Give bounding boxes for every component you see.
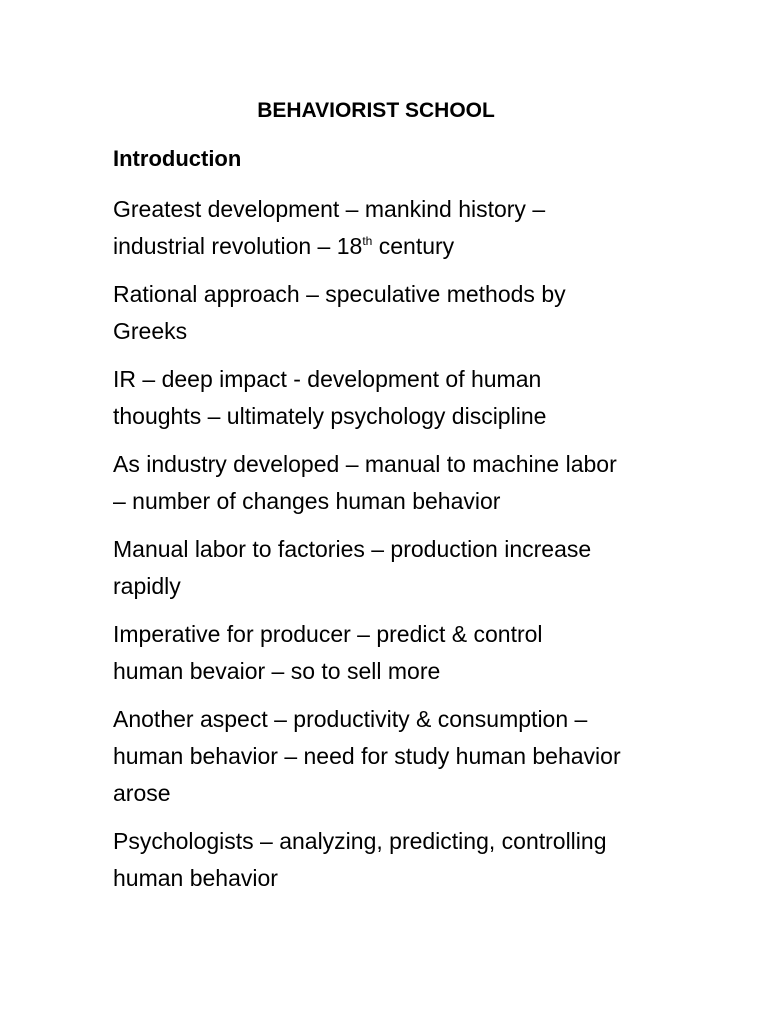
- paragraph-line: Another aspect – productivity & consumption –: [113, 706, 588, 732]
- paragraph-line: As industry developed – manual to machine labor: [113, 451, 617, 477]
- section-heading: Introduction: [113, 146, 242, 171]
- paragraph-line: Imperative for producer – predict & control: [113, 621, 543, 647]
- paragraph-line: IR – deep impact - development of human: [113, 366, 542, 392]
- paragraph: [113, 616, 743, 690]
- paragraph: [113, 701, 743, 812]
- paragraph-line: Greatest development – mankind history –: [113, 196, 546, 222]
- paragraph-line: Psychologists – analyzing, predicting, controlling: [113, 828, 607, 854]
- paragraph-line: arose: [113, 780, 171, 806]
- line-text: century: [372, 233, 455, 259]
- ordinal-superscript: th: [362, 234, 373, 248]
- paragraph-line: human bevaior – so to sell more: [113, 658, 441, 684]
- paragraph-line: Greeks: [113, 318, 188, 344]
- paragraph: [113, 276, 743, 350]
- paragraph-line: rapidly: [113, 573, 181, 599]
- paragraph-line: human behavior: [113, 865, 278, 891]
- paragraph-line: Rational approach – speculative methods by: [113, 281, 566, 307]
- paragraph: [113, 531, 743, 605]
- paragraph-line: Manual labor to factories – production increase: [113, 536, 592, 562]
- paragraph-line: [113, 228, 743, 265]
- line-text: industrial revolution – 18: [113, 233, 363, 259]
- paragraph: [113, 191, 743, 265]
- paragraph: [113, 446, 743, 520]
- paragraph-line: thoughts – ultimately psychology discipline: [113, 403, 547, 429]
- paragraph: [113, 823, 743, 897]
- paragraph: [113, 361, 743, 435]
- document-title: BEHAVIORIST SCHOOL: [257, 99, 495, 122]
- paragraph-line: – number of changes human behavior: [113, 488, 501, 514]
- document-body: [113, 191, 743, 908]
- paragraph-line: human behavior – need for study human behavior: [113, 743, 621, 769]
